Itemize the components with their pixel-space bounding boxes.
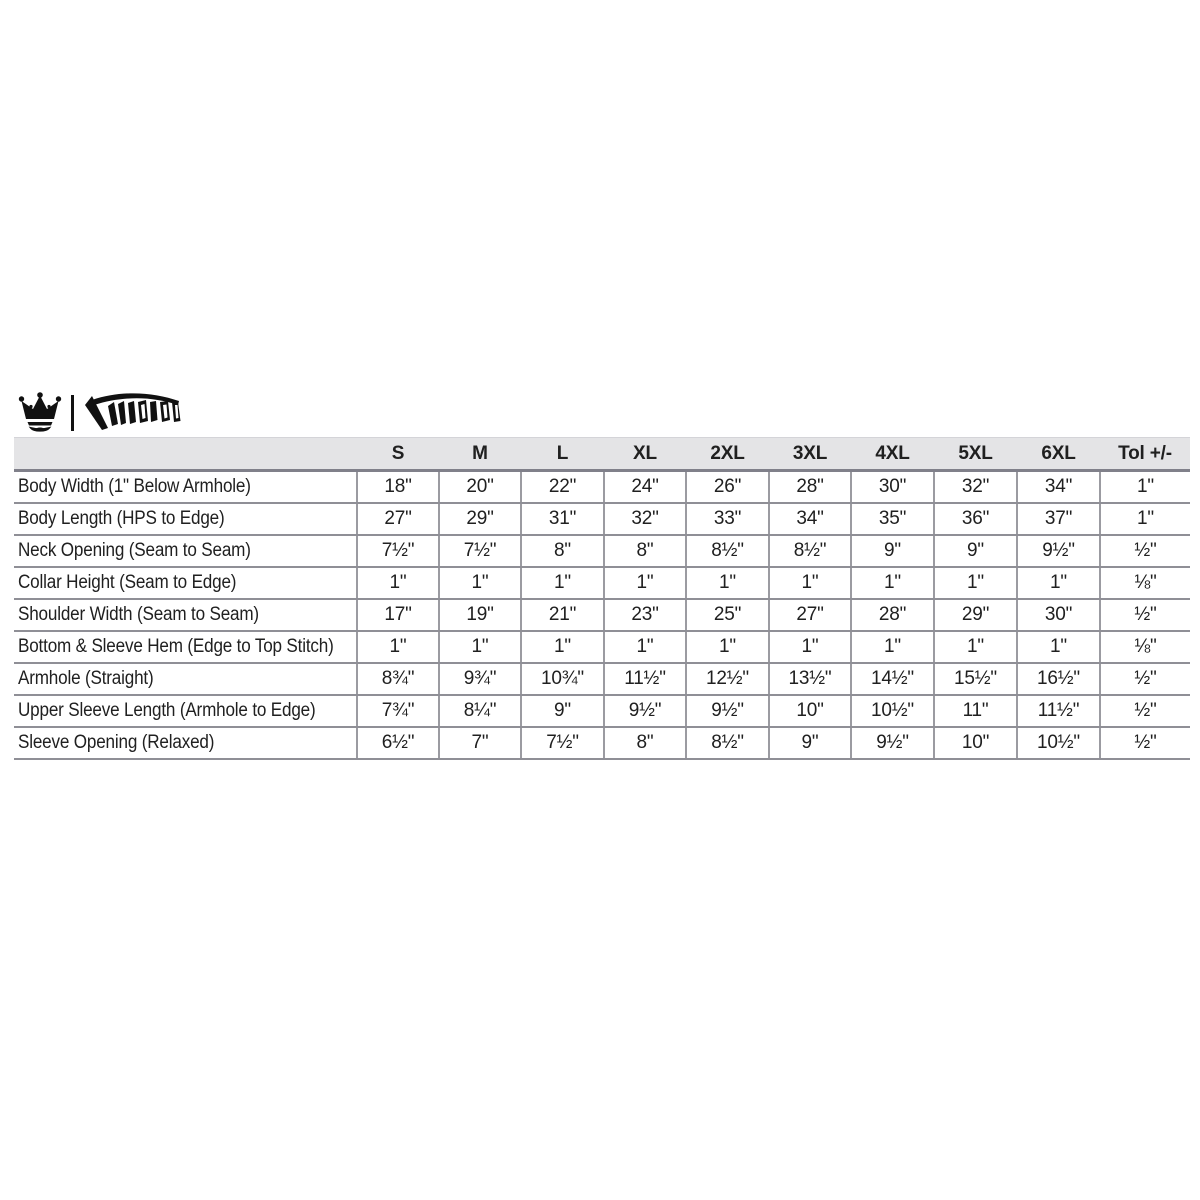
- measurement-cell: 10": [769, 695, 851, 727]
- row-label: Shoulder Width (Seam to Seam): [18, 603, 259, 625]
- measurement-cell: 6½": [357, 727, 439, 759]
- measurement-cell: ⅛": [1100, 631, 1190, 663]
- measurement-cell: 28": [769, 471, 851, 503]
- measurement-cell: 9½": [686, 695, 769, 727]
- measurement-cell: 1": [604, 631, 686, 663]
- row-label-cell: [14, 663, 357, 695]
- row-label-cell: [14, 599, 357, 631]
- measurement-cell: 13½": [769, 663, 851, 695]
- measurement-cell: 32": [604, 503, 686, 535]
- column-header-xl: XL: [604, 438, 686, 471]
- measurement-cell: 1": [1100, 503, 1190, 535]
- measurement-cell: 9½": [604, 695, 686, 727]
- measurement-cell: 9": [934, 535, 1017, 567]
- measurement-cell: 1": [851, 567, 934, 599]
- measurement-cell: 12½": [686, 663, 769, 695]
- measurement-cell: 24": [604, 471, 686, 503]
- corner-cell: [14, 438, 357, 471]
- measurement-cell: 1": [1017, 567, 1100, 599]
- measurement-cell: ⅛": [1100, 567, 1190, 599]
- row-label: Body Length (HPS to Edge): [18, 507, 225, 529]
- measurement-cell: 30": [1017, 599, 1100, 631]
- measurement-cell: 9½": [851, 727, 934, 759]
- measurement-cell: 10½": [851, 695, 934, 727]
- table-row: [14, 727, 1190, 759]
- measurement-cell: 32": [934, 471, 1017, 503]
- row-label-cell: [14, 695, 357, 727]
- measurement-cell: 21": [521, 599, 604, 631]
- column-header-6xl: 6XL: [1017, 438, 1100, 471]
- measurement-cell: 1": [521, 631, 604, 663]
- measurement-cell: 8¾": [357, 663, 439, 695]
- measurement-cell: 17": [357, 599, 439, 631]
- row-label: Collar Height (Seam to Edge): [18, 571, 237, 593]
- row-label-cell: [14, 471, 357, 503]
- measurement-cell: 30": [851, 471, 934, 503]
- table-row: [14, 631, 1190, 663]
- measurement-cell: 16½": [1017, 663, 1100, 695]
- measurement-cell: 1": [357, 567, 439, 599]
- table-row: [14, 695, 1190, 727]
- measurement-cell: 11½": [604, 663, 686, 695]
- header-row: [14, 438, 1190, 471]
- logo-divider: [71, 395, 74, 431]
- measurement-cell: 1": [934, 631, 1017, 663]
- measurement-cell: 36": [934, 503, 1017, 535]
- measurement-cell: 29": [439, 503, 521, 535]
- measurement-cell: 8": [604, 727, 686, 759]
- measurement-cell: 7½": [439, 535, 521, 567]
- brand-logo: [18, 392, 185, 434]
- measurement-cell: 29": [934, 599, 1017, 631]
- graffiti-wordmark-icon: [83, 393, 185, 433]
- measurement-cell: 14½": [851, 663, 934, 695]
- size-chart-table: [14, 437, 1190, 760]
- measurement-cell: 1": [1017, 631, 1100, 663]
- table-row: [14, 567, 1190, 599]
- measurement-cell: 20": [439, 471, 521, 503]
- measurement-cell: 7½": [521, 727, 604, 759]
- measurement-cell: 31": [521, 503, 604, 535]
- measurement-cell: 28": [851, 599, 934, 631]
- measurement-cell: 10": [934, 727, 1017, 759]
- measurement-cell: 9": [851, 535, 934, 567]
- row-label-cell: [14, 535, 357, 567]
- column-header-l: L: [521, 438, 604, 471]
- size-chart: [14, 437, 1190, 760]
- table-row: [14, 535, 1190, 567]
- row-label-cell: [14, 727, 357, 759]
- measurement-cell: ½": [1100, 663, 1190, 695]
- measurement-cell: 8¼": [439, 695, 521, 727]
- measurement-cell: 1": [1100, 471, 1190, 503]
- measurement-cell: 34": [1017, 471, 1100, 503]
- column-header-3xl: 3XL: [769, 438, 851, 471]
- table-row: [14, 663, 1190, 695]
- measurement-cell: 1": [686, 631, 769, 663]
- measurement-cell: 9": [521, 695, 604, 727]
- measurement-cell: 7½": [357, 535, 439, 567]
- column-header-2xl: 2XL: [686, 438, 769, 471]
- measurement-cell: ½": [1100, 599, 1190, 631]
- measurement-cell: 34": [769, 503, 851, 535]
- measurement-cell: 9½": [1017, 535, 1100, 567]
- table-row: [14, 503, 1190, 535]
- column-header-5xl: 5XL: [934, 438, 1017, 471]
- measurement-cell: 18": [357, 471, 439, 503]
- measurement-cell: 22": [521, 471, 604, 503]
- measurement-cell: 1": [439, 631, 521, 663]
- row-label: Armhole (Straight): [18, 667, 154, 689]
- column-header-4xl: 4XL: [851, 438, 934, 471]
- measurement-cell: ½": [1100, 695, 1190, 727]
- table-row: [14, 599, 1190, 631]
- measurement-cell: 8": [604, 535, 686, 567]
- measurement-cell: 11½": [1017, 695, 1100, 727]
- measurement-cell: 33": [686, 503, 769, 535]
- measurement-cell: 8": [521, 535, 604, 567]
- measurement-cell: 1": [357, 631, 439, 663]
- measurement-cell: 1": [439, 567, 521, 599]
- column-header-m: M: [439, 438, 521, 471]
- measurement-cell: 8½": [686, 535, 769, 567]
- measurement-cell: 9": [769, 727, 851, 759]
- measurement-cell: ½": [1100, 535, 1190, 567]
- row-label-cell: [14, 631, 357, 663]
- measurement-cell: 1": [769, 631, 851, 663]
- measurement-cell: 23": [604, 599, 686, 631]
- table-row: [14, 471, 1190, 503]
- measurement-cell: 1": [851, 631, 934, 663]
- measurement-cell: 11": [934, 695, 1017, 727]
- measurement-cell: 7¾": [357, 695, 439, 727]
- measurement-cell: 27": [357, 503, 439, 535]
- measurement-cell: 1": [934, 567, 1017, 599]
- measurement-cell: 1": [769, 567, 851, 599]
- row-label-cell: [14, 567, 357, 599]
- measurement-cell: 25": [686, 599, 769, 631]
- measurement-cell: 19": [439, 599, 521, 631]
- row-label: Body Width (1" Below Armhole): [18, 475, 251, 497]
- column-header-s: S: [357, 438, 439, 471]
- row-label: Bottom & Sleeve Hem (Edge to Top Stitch): [18, 635, 334, 657]
- crown-icon: [18, 392, 62, 434]
- measurement-cell: 1": [686, 567, 769, 599]
- measurement-cell: 1": [521, 567, 604, 599]
- measurement-cell: 8½": [769, 535, 851, 567]
- measurement-cell: ½": [1100, 727, 1190, 759]
- measurement-cell: 26": [686, 471, 769, 503]
- measurement-cell: 8½": [686, 727, 769, 759]
- row-label: Neck Opening (Seam to Seam): [18, 539, 251, 561]
- measurement-cell: 15½": [934, 663, 1017, 695]
- measurement-cell: 7": [439, 727, 521, 759]
- measurement-cell: 27": [769, 599, 851, 631]
- row-label: Upper Sleeve Length (Armhole to Edge): [18, 699, 316, 721]
- measurement-cell: 10¾": [521, 663, 604, 695]
- column-header-tol: Tol +/-: [1100, 438, 1190, 471]
- measurement-cell: 37": [1017, 503, 1100, 535]
- measurement-cell: 1": [604, 567, 686, 599]
- measurement-cell: 9¾": [439, 663, 521, 695]
- row-label-cell: [14, 503, 357, 535]
- row-label: Sleeve Opening (Relaxed): [18, 731, 215, 753]
- measurement-cell: 35": [851, 503, 934, 535]
- measurement-cell: 10½": [1017, 727, 1100, 759]
